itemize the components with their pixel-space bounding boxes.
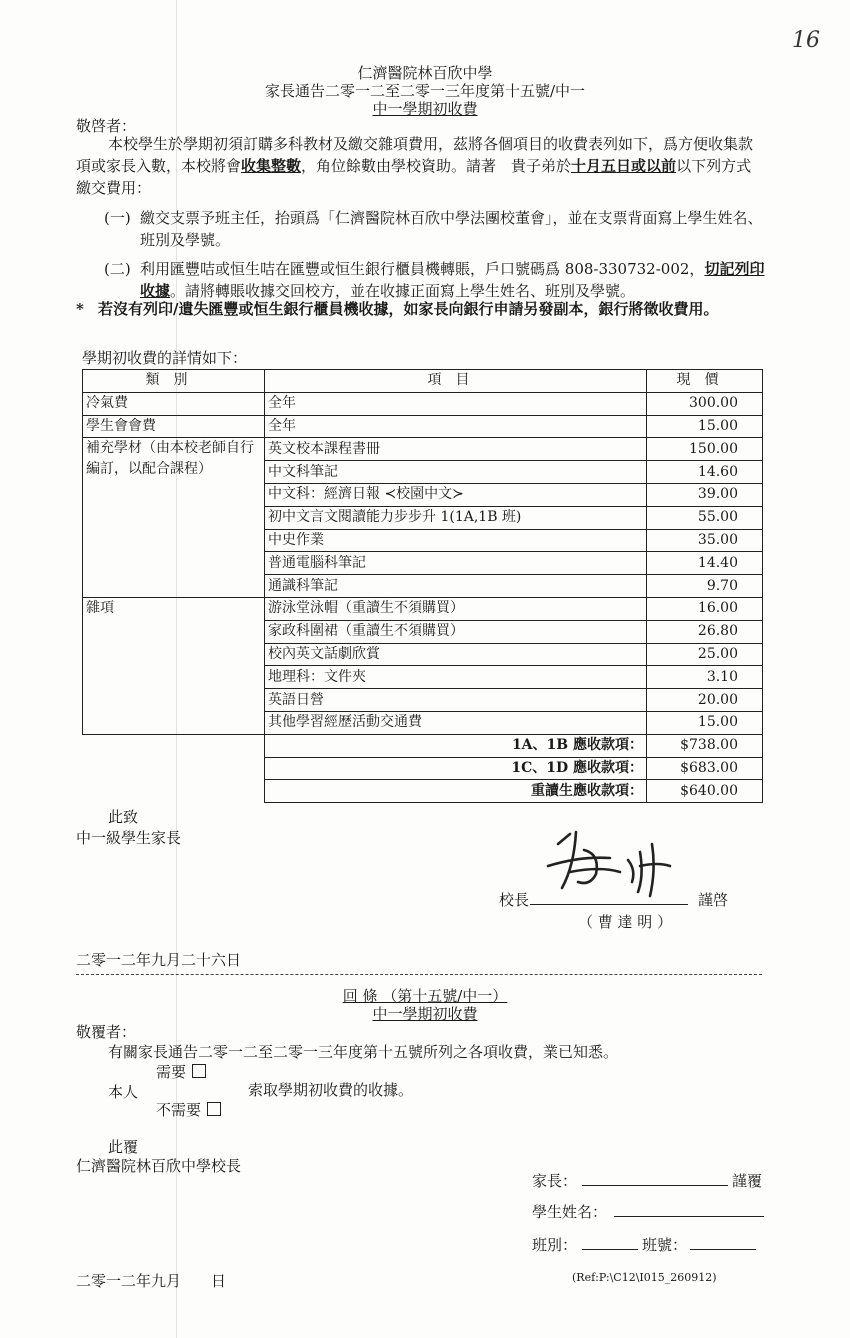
reply-self: 本人 bbox=[108, 1083, 139, 1101]
cell-price: 15.00 bbox=[647, 711, 763, 734]
total-amount-repeat: $640.00 bbox=[647, 780, 763, 803]
cell-price: 14.60 bbox=[647, 461, 763, 484]
principal-signature bbox=[540, 826, 690, 906]
intro-text-2: ，角位餘數由學校資助。請著 貴子弟於 bbox=[301, 157, 572, 175]
cell-item: 游泳堂泳帽（重讀生不須購買） bbox=[265, 597, 647, 620]
cell-price: 300.00 bbox=[647, 392, 763, 415]
reply-to: 此覆 bbox=[108, 1138, 139, 1156]
parent-suffix: 謹覆 bbox=[732, 1172, 763, 1190]
cell-item: 中文科筆記 bbox=[265, 461, 647, 484]
total-amount-1c1d: $683.00 bbox=[647, 757, 763, 780]
cell-price: 35.00 bbox=[647, 529, 763, 552]
school-name: 仁濟醫院林百欣中學 bbox=[357, 64, 493, 82]
closing-recipient: 中一級學生家長 bbox=[76, 829, 182, 847]
reply-subtitle-text: 中一學期初收費 bbox=[372, 1005, 478, 1023]
class-number-label: 班號： bbox=[642, 1236, 688, 1254]
reply-recipient: 仁濟醫院林百欣中學校長 bbox=[76, 1157, 242, 1175]
option-noneed-label: 不需要 bbox=[156, 1101, 202, 1119]
header-price: 現價 bbox=[647, 370, 763, 393]
tear-line bbox=[76, 974, 762, 975]
table-row bbox=[83, 392, 763, 415]
principal-name: （ 曹 達 明 ） bbox=[578, 913, 673, 931]
total-label-repeat: 重讀生應收款項： bbox=[265, 780, 647, 803]
cell-category: 冷氣費 bbox=[83, 392, 265, 415]
cell-item: 初中文言文閱讀能力步步升 1(1A,1B 班) bbox=[265, 506, 647, 529]
principal-label: 校長 bbox=[499, 891, 530, 909]
reply-receipt: 索取學期初收費的收據。 bbox=[248, 1081, 414, 1099]
class-number-field[interactable] bbox=[690, 1249, 756, 1250]
method-2-body: 利用匯豐咭或恒生咭在匯豐或恒生銀行櫃員機轉賬，戶口號碼爲 808-330732-002， bbox=[140, 260, 705, 278]
cell-item: 全年 bbox=[265, 415, 647, 438]
intro-emphasis-2: 十月五日或以前 bbox=[571, 157, 677, 175]
salutation: 敬啓者： bbox=[76, 117, 137, 135]
note-star: * bbox=[76, 300, 84, 318]
intro-text-1: 本校學生於學期初須訂購多科教材及繳交雜項費用，茲將各個項目的收費表列如下，爲方便收集款項或家長入數，本校將會 bbox=[76, 135, 754, 175]
cell-price: 16.00 bbox=[647, 597, 763, 620]
reply-text: 有關家長通告二零一二至二零一三年度第十五號所列之各項收費，業已知悉。 bbox=[108, 1043, 619, 1061]
cell-item: 英文校本課程書冊 bbox=[265, 438, 647, 461]
student-name-label: 學生姓名： bbox=[532, 1203, 608, 1221]
parent-label: 家長： bbox=[532, 1172, 578, 1190]
cell-price: 14.40 bbox=[647, 552, 763, 575]
table-row bbox=[83, 415, 763, 438]
parent-signature-field[interactable] bbox=[582, 1185, 728, 1186]
cell-category-materials: 補充學材（由本校老師自行編訂，以配合課程） bbox=[83, 438, 265, 598]
total-row bbox=[83, 780, 763, 803]
method-1-text: 繳交支票予班主任，抬頭爲「仁濟醫院林百欣中學法團校董會」，並在支票背面寫上學生姓名、班別及學號。 bbox=[140, 209, 763, 249]
total-row bbox=[83, 734, 763, 757]
principal-signature-line bbox=[530, 904, 688, 905]
reply-title-text: 回 條 （第十五號/中一） bbox=[342, 987, 508, 1005]
intro-emphasis-1: 收集整數 bbox=[241, 157, 302, 175]
cell-price: 25.00 bbox=[647, 643, 763, 666]
cell-price: 15.00 bbox=[647, 415, 763, 438]
cell-price: 9.70 bbox=[647, 575, 763, 598]
method-2-tail: 。請將轉賬收據交回校方，並在收據正面寫上學生姓名、班別及學號。 bbox=[170, 282, 636, 300]
cell-price: 150.00 bbox=[647, 438, 763, 461]
page-title-text: 中一學期初收費 bbox=[372, 100, 478, 118]
option-need-label: 需要 bbox=[156, 1063, 187, 1081]
cell-category: 學生會會費 bbox=[83, 415, 265, 438]
cell-item: 普通電腦科筆記 bbox=[265, 552, 647, 575]
reply-date: 二零一二年九月 日 bbox=[76, 1272, 227, 1290]
cell-item: 校內英文話劇欣賞 bbox=[265, 643, 647, 666]
intro-text-3: 以下列方式繳交費用： bbox=[76, 157, 752, 197]
note-text: 若沒有列印/遺失匯豐或恒生銀行櫃員機收據，如家長向銀行申請另發副本，銀行將徵收費用。 bbox=[98, 300, 719, 318]
need-checkbox[interactable] bbox=[192, 1064, 206, 1078]
table-row bbox=[83, 438, 763, 461]
reference-code: (Ref:P:\C12\I015_260912) bbox=[572, 1271, 717, 1284]
cell-item: 家政科圍裙（重讀生不須購買） bbox=[265, 620, 647, 643]
option-noneed bbox=[156, 1099, 221, 1121]
header-category: 類別 bbox=[83, 370, 265, 393]
notice-number: 家長通告二零一二至二零一三年度第十五號/中一 bbox=[264, 82, 586, 100]
cell-price: 20.00 bbox=[647, 689, 763, 712]
table-row bbox=[83, 597, 763, 620]
cell-item: 中史作業 bbox=[265, 529, 647, 552]
method-1-number: (一) bbox=[104, 209, 131, 227]
cell-price: 39.00 bbox=[647, 483, 763, 506]
principal-suffix: 謹啓 bbox=[698, 891, 729, 909]
method-2-emphasis: 切記列印收據 bbox=[140, 260, 765, 300]
cell-item: 英語日營 bbox=[265, 689, 647, 712]
reply-salutation: 敬覆者： bbox=[76, 1023, 137, 1041]
intro-paragraph bbox=[76, 133, 766, 199]
header-item: 項目 bbox=[265, 370, 647, 393]
total-row bbox=[83, 757, 763, 780]
total-amount-1a1b: $738.00 bbox=[647, 734, 763, 757]
option-need bbox=[156, 1061, 206, 1083]
notice-date: 二零一二年九月二十六日 bbox=[76, 951, 242, 969]
cell-price: 3.10 bbox=[647, 666, 763, 689]
cell-category-misc: 雜項 bbox=[83, 597, 265, 734]
table-header-row bbox=[83, 370, 763, 393]
fee-table bbox=[82, 369, 763, 803]
class-label: 班別： bbox=[532, 1236, 578, 1254]
total-label-1a1b: 1A、1B 應收款項： bbox=[265, 734, 647, 757]
noneed-checkbox[interactable] bbox=[207, 1102, 221, 1116]
cell-item: 全年 bbox=[265, 392, 647, 415]
total-label-1c1d: 1C、1D 應收款項： bbox=[265, 757, 647, 780]
cell-item: 其他學習經歷活動交通費 bbox=[265, 711, 647, 734]
cell-item: 中文科：經濟日報 ≺校園中文≻ bbox=[265, 483, 647, 506]
class-field[interactable] bbox=[582, 1249, 638, 1250]
cell-price: 26.80 bbox=[647, 620, 763, 643]
method-2-text bbox=[140, 258, 766, 302]
cell-item: 地理科：文件夾 bbox=[265, 666, 647, 689]
cell-item: 通識科筆記 bbox=[265, 575, 647, 598]
closing-to: 此致 bbox=[108, 808, 139, 826]
student-name-field[interactable] bbox=[614, 1216, 764, 1217]
cell-price: 55.00 bbox=[647, 506, 763, 529]
corner-mark: 16 bbox=[792, 28, 820, 53]
table-intro: 學期初收費的詳情如下： bbox=[82, 349, 248, 367]
method-2-number: (二) bbox=[104, 260, 131, 278]
